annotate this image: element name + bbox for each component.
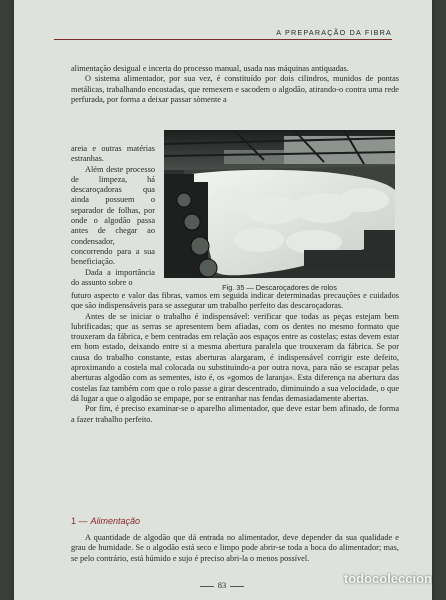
running-head: A PREPARAÇÃO DA FIBRA <box>54 28 392 40</box>
page-number: 83 <box>184 580 260 590</box>
watermark-text: todocoleccion <box>343 571 432 586</box>
paragraph: futuro aspecto e valor das fibras, vamos em seguida indicar determinadas precauções e cuidados que são indispensáveis para se assegurar um trabalho perfeito das descaroçadoras. <box>71 291 399 311</box>
cotton-gin-photo <box>164 130 395 278</box>
paragraph: Dada a importância do assunto sobre o <box>71 267 155 287</box>
section-text <box>71 533 399 564</box>
watermark-logo <box>344 571 432 586</box>
paragraph: A quantidade de algodão que dá entrada no alimentador, deve depender da sua qualidade e grau de humidade. Se o algodão está seco e limpo pode abrir-se toda a boca do alimentador; mas, se pelo contrário, está húmido e sujo é preciso abri-la o menos possível. <box>71 533 399 563</box>
figure-caption: Fig. 35 — Descaroçadores de rolos <box>222 283 337 292</box>
cotton-gin-illustration <box>164 130 395 278</box>
section-heading <box>71 516 140 526</box>
paragraph: Antes de se iniciar o trabalho é indispensável: verificar que todas as peças estejam bem lubrificadas; que as serras se apresentem bem afiadas, com os dentes no mesmo formato que trouxeram da fábrica, e bem centradas em relação aos espaços entre as costelas; estas devem estar em bom estado, deixando entre si a mesma abertura paralela que trouxeram da fábrica. Se por causa do trabalho constante, estas aberturas alargaram, é indispensável corrigir este defeito, aproximando a costela mal colocada ou substituindo-a por outra nova, para não se escapar pelas aberturas algodão com as sementes, isto é, os «gomos de laranja». Esta diferença na abertura das costelas faz também com que o rolo passe a girar descentrado, diminuindo a sua velocidade, o que dá lugar a que o algodão se empape, por se entranhar nas fendas demasiadamente abertas. <box>71 311 399 403</box>
body-text-top <box>71 64 399 105</box>
section-number: 1 — <box>71 516 88 526</box>
paragraph: areia e outras matérias estranhas. <box>71 144 155 164</box>
body-text-lower <box>71 291 399 425</box>
book-page <box>14 0 432 600</box>
paragraph: alimentação desigual e incerta do processo manual, usada nas máquinas antiquadas. <box>71 64 349 73</box>
paragraph: Além deste processo de limpeza, há descaroçadoras qua ainda possuem o separador de folhas, por onde o algodão passa antes de chegar ao condensador, concorrendo para a sua beneficiação. <box>71 164 155 267</box>
paragraph: Por fim, é preciso examinar-se o aparelho alimentador, que deve estar bem afinado, de forma a fazer trabalho perfeito. <box>71 404 399 424</box>
section-title: Alimentação <box>90 516 141 526</box>
wrap-column-text <box>71 144 155 288</box>
paragraph: O sistema alimentador, por sua vez, é constituído por dois cilindros, munidos de pontas metálicas, trabalhando encostadas, que remexem e sacodem o algodão, atirando-o contra uma rede perfurada, por forma a deixar passar sòmente a <box>71 74 399 104</box>
